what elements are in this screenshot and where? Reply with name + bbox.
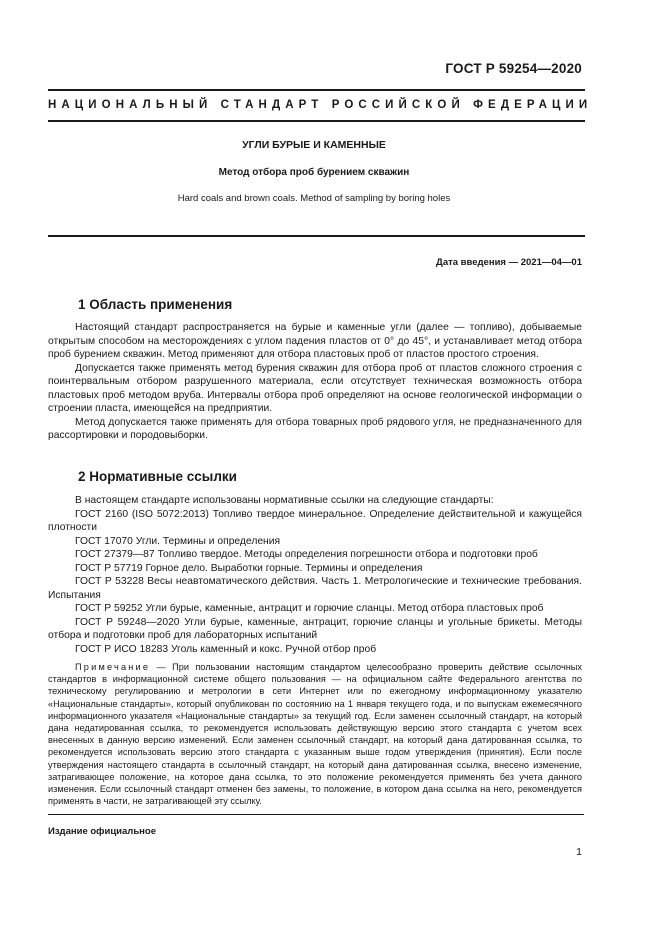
- section-1-heading: 1 Область применения: [78, 297, 233, 312]
- reference-item: ГОСТ Р 57719 Горное дело. Выработки горные. Термины и определения: [75, 562, 423, 574]
- note-block: [48, 661, 582, 807]
- national-standard-banner: НАЦИОНАЛЬНЫЙ СТАНДАРТ РОССИЙСКОЙ ФЕДЕРАЦИИ: [48, 99, 593, 111]
- reference-item: ГОСТ Р ИСО 18283 Уголь каменный и кокс. Ручной отбор проб: [75, 643, 377, 655]
- document-title: УГЛИ БУРЫЕ И КАМЕННЫЕ: [242, 139, 386, 151]
- header-rule-bottom: [48, 120, 585, 122]
- title-rule: [48, 235, 585, 237]
- section-2-body: [48, 494, 582, 656]
- note-label: Примечание: [75, 662, 151, 672]
- introduction-date: Дата введения — 2021—04—01: [436, 257, 582, 268]
- gost-code: ГОСТ Р 59254—2020: [445, 61, 582, 76]
- section-1-body: [48, 321, 582, 443]
- reference-item: ГОСТ 2160 (ISO 5072:2013) Топливо твердое минеральное. Определение действительной и кажущейся плотности: [48, 508, 582, 533]
- reference-item: ГОСТ Р 53228 Весы неавтоматического действия. Часть 1. Метрологические и технические требования. Испытания: [48, 576, 582, 601]
- reference-item: ГОСТ 27379—87 Топливо твердое. Методы определения погрешности отбора и подготовки проб: [75, 549, 538, 560]
- paragraph: Настоящий стандарт распространяется на бурые и каменные угли (далее — топливо), добываемые открытым способом на месторождениях с углом падения пластов от 0° до 45°, и устанавливает метод отбора проб бурением скважин. Метод применяют для отбора пластовых проб от пластов простого строения.: [48, 322, 582, 360]
- note-text: — При пользовании настоящим стандартом целесообразно проверить действие ссылочных стандартов в информационной системе общего пользования — на официальном сайте Федерального агентства по техническому регулированию и метрологии в сети Интернет или по ежегодному информационному указателю «Национальные стандарты», который опубликован по состоянию на 1 января текущего года, и по выпускам ежемесячного информационного указателя «Национальные стандарты» за текущий год. Если заменен ссылочный стандарт, на который дана недатированная ссылка, то рекомендуется использовать действующую версию этого стандарта с учетом всех внесенных в данную версию изменений. Если заменен ссылочный стандарт, на который дана датированная ссылка, то рекомендуется использовать версию этого стандарта с указанным выше годом утверждения (принятия). Если после утверждения настоящего стандарта в ссылочный стандарт, на который дана датированная ссылка, внесено изменение, затрагивающее положение, на которое дана ссылка, то это положение рекомендуется применять без учета данного изменения. Если ссылочный стандарт отменен без замены, то положение, в котором дана ссылка на него, рекомендуется применять в части, не затрагивающей эту ссылку.: [48, 662, 582, 807]
- reference-item: ГОСТ Р 59252 Угли бурые, каменные, антрацит и горючие сланцы. Метод отбора пластовых проб: [75, 603, 544, 614]
- document-subtitle: Метод отбора проб бурением скважин: [218, 167, 410, 178]
- english-title: Hard coals and brown coals. Method of sampling by boring holes: [177, 193, 451, 204]
- page-number: 1: [576, 846, 582, 858]
- footer-rule: [48, 814, 584, 815]
- paragraph: В настоящем стандарте использованы нормативные ссылки на следующие стандарты:: [75, 495, 494, 506]
- section-2-heading: 2 Нормативные ссылки: [78, 469, 237, 484]
- reference-item: ГОСТ 17070 Угли. Термины и определения: [75, 535, 281, 547]
- paragraph: Метод допускается также применять для отбора товарных проб рядового угля, не предназначенного для рассортировки и породовыборки.: [48, 416, 582, 441]
- paragraph: Допускается также применять метод бурения скважин для отбора проб от пластов сложного строения с поинтервальным отбором разрушенного материала, если отсутствует техническая возможность отбора пластовых проб методом вруба. Интервалы отбора проб определяют на основе геологической информации о строении пласта, имеющейся на предприятии.: [48, 362, 582, 414]
- header-rule-top: [48, 89, 585, 91]
- reference-item: ГОСТ Р 59248—2020 Угли бурые, каменные, антрацит, горючие сланцы и угольные брикеты. Методы отбора и подготовки проб для лабораторных испытаний: [48, 616, 582, 641]
- official-edition-label: Издание официальное: [48, 826, 156, 837]
